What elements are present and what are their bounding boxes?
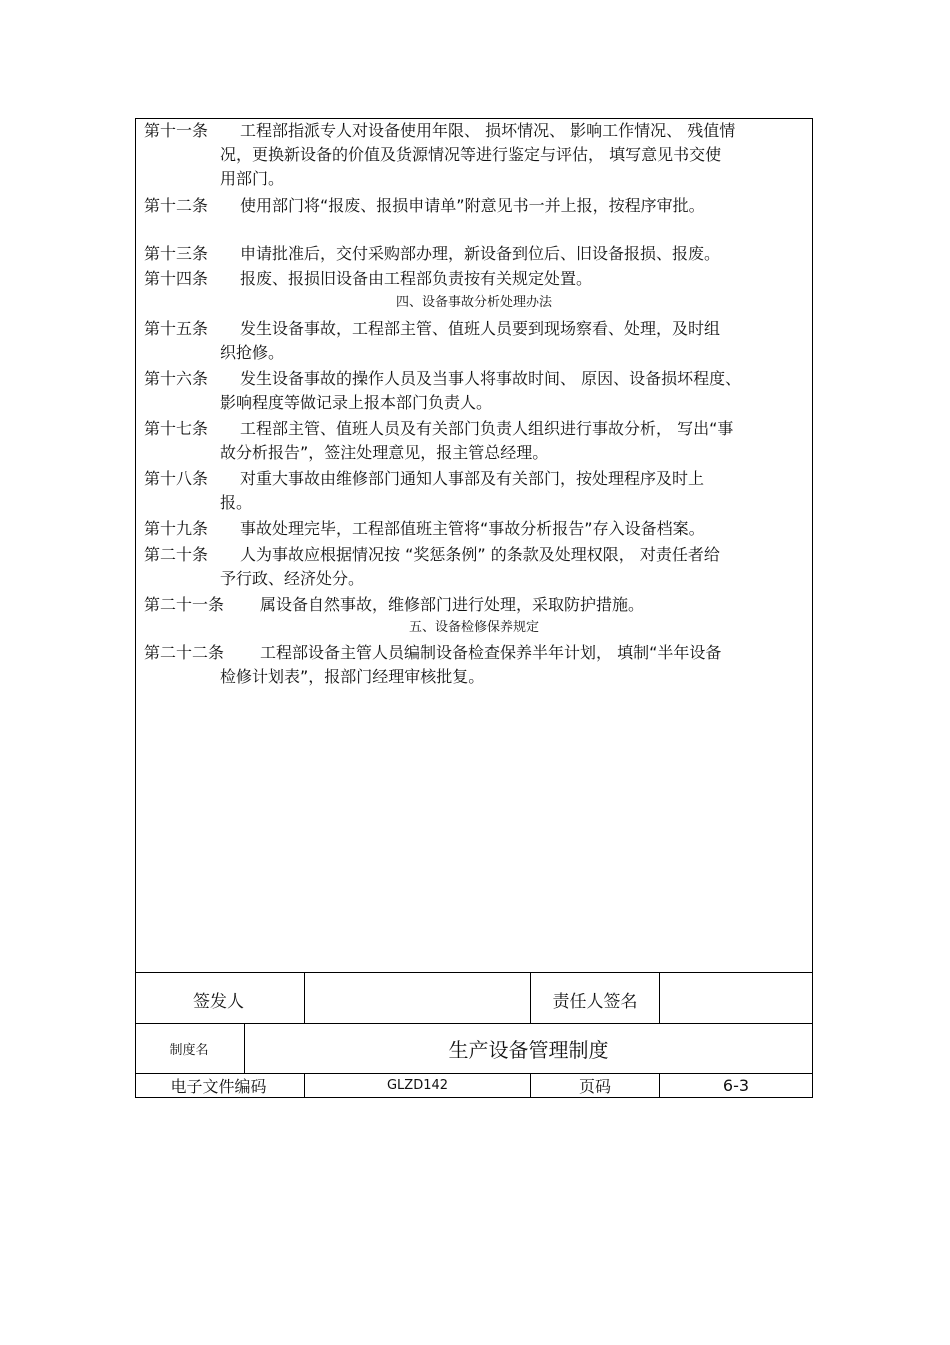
section-heading-4: 四、设备事故分析处理办法 xyxy=(395,295,552,310)
page-value: 6-3 xyxy=(722,1075,750,1095)
article-16 xyxy=(144,367,741,391)
article-number: 第二十一条 xyxy=(144,595,225,614)
article-11-continuation: 况，更换新设备的价值及货源情况等进行鉴定与评估， 填写意见书交使 xyxy=(220,145,722,164)
article-21 xyxy=(144,593,644,617)
article-number: 第十八条 xyxy=(144,469,209,488)
article-text: 属设备自然事故，维修部门进行处理，采取防护措施。 xyxy=(260,595,645,614)
article-number: 第十六条 xyxy=(144,369,209,388)
article-16-continuation: 影响程度等做记录上报本部门负责人。 xyxy=(220,393,493,412)
document-frame xyxy=(135,118,813,1098)
article-text: 工程部指派专人对设备使用年限、 损坏情况、 影响工作情况、 残值情 xyxy=(240,121,736,140)
article-text: 使用部门将“报废、报损申请单”附意见书一并上报，按程序审批。 xyxy=(240,196,705,215)
system-name-value: 生产设备管理制度 xyxy=(448,1037,609,1062)
issuer-value xyxy=(305,972,530,1023)
file-code-value: GLZD142 xyxy=(386,1077,449,1093)
article-text: 人为事故应根据情况按 “奖惩条例” 的条款及处理权限， 对责任者给 xyxy=(240,545,720,564)
article-14 xyxy=(144,267,592,291)
article-12 xyxy=(144,194,705,218)
regulation-content xyxy=(136,119,812,972)
article-number: 第十五条 xyxy=(144,319,209,338)
article-18 xyxy=(144,467,704,491)
file-code-label: 电子文件编码 xyxy=(170,1076,267,1096)
system-name-label: 制度名 xyxy=(169,1042,209,1058)
article-18-continuation: 报。 xyxy=(220,493,253,512)
article-number: 第二十条 xyxy=(144,545,209,564)
article-22-continuation: 检修计划表”，报部门经理审核批复。 xyxy=(220,667,485,686)
article-20 xyxy=(144,543,720,567)
signature-table xyxy=(136,972,812,1097)
article-text: 工程部设备主管人员编制设备检查保养半年计划， 填制“半年设备 xyxy=(260,643,722,662)
article-20-continuation: 予行政、经济处分。 xyxy=(220,569,365,588)
responsible-signature-value xyxy=(660,972,812,1023)
page-label: 页码 xyxy=(578,1076,611,1096)
article-number: 第十一条 xyxy=(144,121,209,140)
article-19 xyxy=(144,517,705,541)
article-15 xyxy=(144,317,720,341)
article-13 xyxy=(144,242,720,266)
article-number: 第十二条 xyxy=(144,196,209,215)
article-text: 报废、报损旧设备由工程部负责按有关规定处置。 xyxy=(240,269,593,288)
article-15-continuation: 织抢修。 xyxy=(220,343,285,362)
article-text: 工程部主管、值班人员及有关部门负责人组织进行事故分析， 写出“事 xyxy=(240,419,734,438)
article-17 xyxy=(144,417,733,441)
article-number: 第十四条 xyxy=(144,269,209,288)
article-number: 第十七条 xyxy=(144,419,209,438)
section-heading-5: 五、设备检修保养规定 xyxy=(408,620,539,635)
article-17-continuation: 故分析报告”，签注处理意见，报主管总经理。 xyxy=(220,443,549,462)
article-number: 第二十二条 xyxy=(144,643,225,662)
article-11 xyxy=(144,119,735,143)
article-text: 事故处理完毕，工程部值班主管将“事故分析报告”存入设备档案。 xyxy=(240,519,705,538)
article-text: 发生设备事故，工程部主管、值班人员要到现场察看、处理，及时组 xyxy=(240,319,721,338)
article-text: 申请批准后，交付采购部办理，新设备到位后、旧设备报损、报废。 xyxy=(240,244,721,263)
article-number: 第十九条 xyxy=(144,519,209,538)
article-text: 对重大事故由维修部门通知人事部及有关部门，按处理程序及时上 xyxy=(240,469,705,488)
responsible-signature-label: 责任人签名 xyxy=(552,992,638,1012)
article-number: 第十三条 xyxy=(144,244,209,263)
issuer-label: 签发人 xyxy=(193,992,244,1012)
article-22 xyxy=(144,641,721,665)
article-11-continuation: 用部门。 xyxy=(220,169,285,188)
article-text: 发生设备事故的操作人员及当事人将事故时间、 原因、设备损坏程度、 xyxy=(240,369,742,388)
